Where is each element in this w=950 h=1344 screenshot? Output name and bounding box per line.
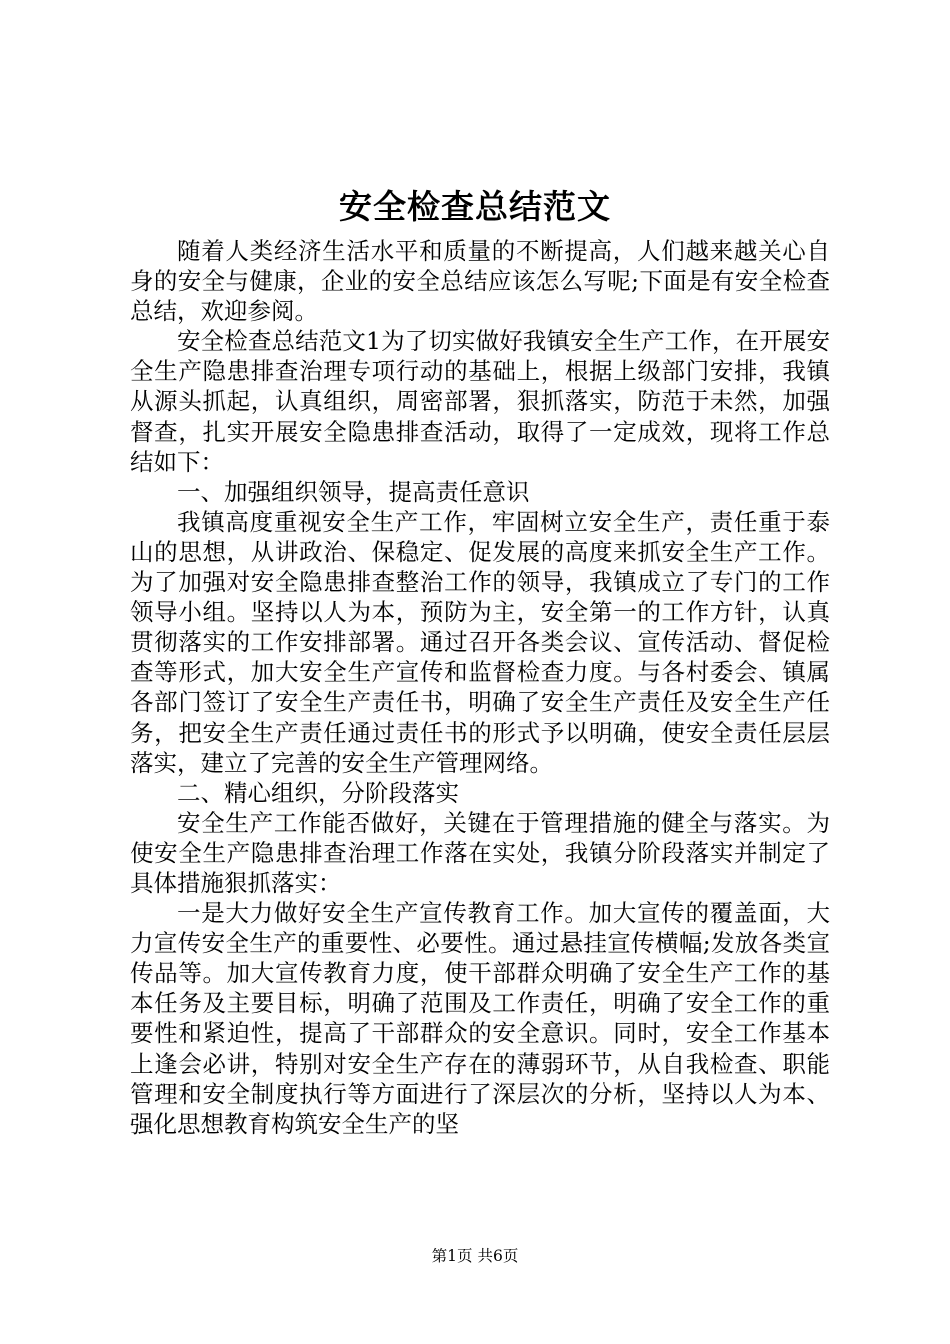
paragraph-sample-1-opening: 安全检查总结范文1为了切实做好我镇安全生产工作，在开展安全生产隐患排查治理专项行动的基础上，根据上级部门安排，我镇从源头抓起，认真组织，周密部署，狠抓落实，防范于未然，加强督查，扎实开展安全隐患排查活动，取得了一定成效，现将工作总结如下： <box>130 327 830 476</box>
section-heading-1: 一、加强组织领导，提高责任意识 <box>177 477 530 506</box>
paragraph-intro: 随着人类经济生活水平和质量的不断提高，人们越来越关心自身的安全与健康，企业的安全总结应该怎么写呢;下面是有安全检查总结，欢迎参阅。 <box>130 237 830 326</box>
paragraph-organization-leadership: 我镇高度重视安全生产工作，牢固树立安全生产，责任重于泰山的思想，从讲政治、保稳定、促发展的高度来抓安全生产工作。为了加强对安全隐患排查整治工作的领导，我镇成立了专门的工作领导小组。坚持以人为本，预防为主，安全第一的工作方针，认真贯彻落实的工作安排部署。通过召开各类会议、宣传活动、督促检查等形式，加大安全生产宣传和监督检查力度。与各村委会、镇属各部门签订了安全生产责任书，明确了安全生产责任及安全生产任务，把安全生产责任通过责任书的形式予以明确，使安全责任层层落实，建立了完善的安全生产管理网络。 <box>130 507 830 777</box>
section-heading-2: 二、精心组织，分阶段落实 <box>177 778 459 807</box>
paragraph-publicity-education: 一是大力做好安全生产宣传教育工作。加大宣传的覆盖面，大力宣传安全生产的重要性、必要性。通过悬挂宣传横幅;发放各类宣传品等。加大宣传教育力度，使干部群众明确了安全生产工作的基本任务及主要目标，明确了范围及工作责任，明确了安全工作的重要性和紧迫性，提高了干部群众的安全意识。同时，安全工作基本上逢会必讲，特别对安全生产存在的薄弱环节，从自我检查、职能管理和安全制度执行等方面进行了深层次的分析，坚持以人为本、强化思想教育构筑安全生产的坚 <box>130 899 830 1138</box>
page-footer: 第1页 共6页 <box>431 1247 519 1265</box>
paragraph-staged-implementation: 安全生产工作能否做好，关键在于管理措施的健全与落实。为使安全生产隐患排查治理工作落在实处，我镇分阶段落实并制定了具体措施狠抓落实： <box>130 808 830 897</box>
document-title: 安全检查总结范文 <box>339 187 611 226</box>
document-body <box>130 236 830 1139</box>
